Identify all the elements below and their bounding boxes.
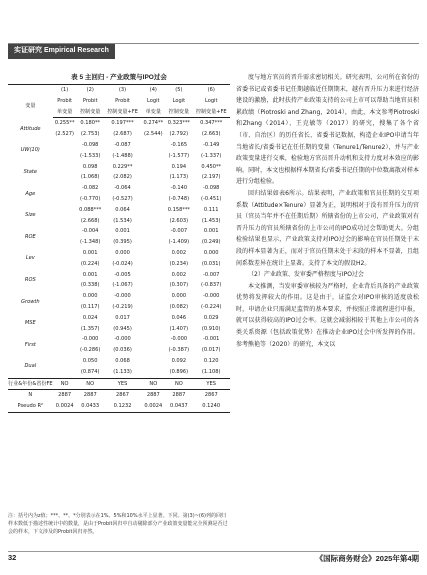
z-value-cell: (-0.837): [201, 282, 222, 289]
z-value-cell: (2.603): [169, 217, 189, 224]
z-value-cell: (-0.024): [112, 260, 133, 267]
journal-name: 《国际商务财会》2025年第4期: [315, 554, 419, 563]
coefficient-cell: 0.002: [171, 271, 187, 278]
coefficient-cell: 0.194: [171, 163, 187, 170]
z-value-cell: (2.792): [169, 131, 189, 138]
coefficient-cell: 0.002: [171, 249, 187, 256]
coefficient-cell: [141, 226, 165, 237]
variable-name: First: [24, 341, 36, 348]
model-name: Logit: [147, 97, 160, 104]
body-subheading: （2）产业政策、发审委严格程度与IPO过会: [248, 271, 364, 279]
z-value-cell: [141, 172, 165, 183]
coefficient-cell: [53, 334, 77, 345]
z-value-cell: (-0.224): [201, 303, 222, 310]
coefficient-cell: 0.000: [171, 293, 187, 300]
variable-name: State: [23, 168, 38, 175]
regression-table: [8, 84, 230, 413]
z-value-cell: (0.224): [80, 260, 100, 267]
coefficient-cell: 0.120: [203, 357, 219, 364]
n-label: N: [8, 390, 53, 401]
section-tag: 实证研究 Empirical Research: [8, 44, 115, 59]
z-value-cell: (2.753): [80, 131, 100, 138]
coefficient-cell: 0.092: [171, 357, 187, 364]
page-footer: [8, 553, 419, 569]
coefficient-cell: 0.088***: [79, 206, 102, 213]
body-paragraph: 本文推测，当发审委审核较为严格时，企业背后具备的产业政策优势将发挥较大的作用。这是由于，证监会对IPO审核的适度放松时，申请企业只需满足监管的基本要求，并按照正常流程进行申报，就可以获得较高的IPO过会率。这就会减弱相较于其他上市公司的各类关系资源（包括政策优势）在推动企业IPO过会中所发挥的作用。参考熊艳等（2020）的研究，本文以: [236, 282, 419, 348]
coefficient-cell: 0.050: [82, 357, 98, 364]
header-cell: [8, 85, 53, 96]
z-value-cell: [141, 345, 165, 356]
fe-value: NO: [53, 378, 77, 390]
coefficient-cell: 0.001: [203, 228, 219, 235]
variable-name: Dual: [24, 363, 37, 370]
table-row: [8, 162, 230, 173]
column-number: (3): [104, 85, 142, 96]
table-row: [8, 205, 230, 216]
coefficient-cell: 0.001: [82, 271, 98, 278]
coefficient-cell: -0.001: [203, 336, 220, 343]
z-value-cell: (-1.348): [80, 239, 101, 246]
model-name: Probit: [57, 97, 73, 104]
coefficient-cell: [53, 140, 77, 151]
column-number: (6): [192, 85, 230, 96]
z-value-cell: (2.527): [55, 131, 74, 138]
z-value-cell: (0.036): [113, 347, 132, 354]
coefficient-cell: -0.000: [170, 336, 188, 343]
variable-name: ROE: [24, 233, 36, 240]
table-row: [8, 226, 230, 237]
r2-value: 0.0437: [165, 401, 192, 412]
spec-label: 控制变量: [165, 107, 192, 118]
coefficient-cell: -0.064: [114, 185, 131, 192]
column-number: (5): [165, 85, 192, 96]
spec-label: 单变量: [53, 107, 77, 118]
z-value-cell: (-0.286): [80, 347, 101, 354]
variable-name: UW(10): [20, 147, 40, 154]
coefficient-cell: [141, 291, 165, 302]
z-value-cell: (0.395): [113, 239, 132, 246]
coefficient-cell: [141, 270, 165, 281]
variable-name: ROS: [24, 276, 36, 283]
coefficient-cell: [53, 248, 77, 259]
table-row: [8, 183, 230, 194]
coefficient-cell: -0.007: [203, 271, 220, 278]
spec-label: 控制变量+FE: [104, 107, 142, 118]
z-value-cell: [141, 324, 165, 335]
page-number: 32: [8, 553, 17, 562]
coefficient-cell: 0.098: [82, 163, 98, 170]
coefficient-cell: 0.229**: [112, 163, 133, 170]
body-paragraph: 度与地方官员的晋升需求密切相关。研究表明，公司所在省份的省委书记或省委书记任期越临近任期期末，越有晋升压力来进行经济建设的激励，此时扶持产业政策支持的公司上市可以帮助当地官员积累政绩（Piotroski and Zhang，2014），由此，本文参考Piotroski 和Zhang（2014）、王克敏等（2017）的研究，搜集了各个省（市、自治区）的历任省长、省委书记数据，构造企业IPO申请当年当地省长/省委书记在任任期的变量（Tenure1/Tenure2），并与产业政策变量进行交乘，检验地方官员晋升动机和支持力度对本效应的影响。同时，本文也根据样本期省长/省委书记任期的中位数离散对样本进行分组检验。: [236, 74, 419, 186]
coefficient-cell: -0.004: [82, 228, 99, 235]
model-name: Probit: [115, 97, 130, 104]
variable-name: Age: [25, 190, 36, 197]
z-value-cell: [53, 367, 77, 378]
coefficient-cell: [53, 313, 77, 324]
coefficient-cell: -0.000: [114, 293, 131, 300]
r2-value: 0.0024: [53, 401, 77, 412]
table-row: [8, 401, 230, 412]
table-note: 注：括号内为z值；***、**、*分别表示在1%、5%和10%水平上显著。下同。第(3)~(6)列的回归样本数低于描述性统计中的数量，是由于Probit回归中自动剔除部分产业政策变量能完全预测是否过会的样本，下文涉及的Probit回归亦然。: [8, 513, 228, 535]
n-value: 2867: [192, 390, 230, 401]
z-value-cell: [141, 302, 165, 313]
z-value-cell: [53, 345, 77, 356]
coefficient-cell: -0.000: [114, 336, 131, 343]
r2-label: Pseudo R²: [8, 401, 53, 412]
variable-name: MSE: [24, 320, 36, 327]
fe-value: NO: [141, 378, 165, 390]
table-row: [8, 140, 230, 151]
coefficient-cell: 0.001: [82, 249, 98, 256]
n-value: 2887: [141, 390, 165, 401]
r2-value: 0.1232: [104, 401, 142, 412]
z-value-cell: [53, 302, 77, 313]
n-value: 2887: [165, 390, 192, 401]
coefficient-cell: 0.024: [82, 314, 98, 321]
spec-label: 控制变量+FE: [192, 107, 230, 118]
coefficient-cell: [141, 205, 165, 216]
z-value-cell: (-1.337): [201, 152, 222, 159]
body-paragraph: 回归结果如表6所示。结果表明，产业政策和官员任期的交互项系数（Attitude×Tenure）显著为正，说明相对于没有晋升压力的官员（官员当年并不在任期后期）所辖省份的上市公司，产业政策对有晋升压力的官员所辖省份的上市公司的IPO成功过会帮助更大。分组检验结果也显示，产业政策支持对IPO过会的影响在官员任期处于末段的样本显著为正，而对于官员任期未处于末段的样本不显著，且组间系数差异在统计上显著。支持了本文的假设H2。: [236, 189, 419, 267]
coefficient-cell: [53, 183, 77, 194]
z-value-cell: (2.082): [113, 174, 132, 181]
n-value: 2887: [77, 390, 104, 401]
spec-label: 控制变量: [77, 107, 104, 118]
var-header: 变量: [25, 103, 36, 110]
z-value-cell: (1.453): [201, 217, 221, 224]
coefficient-cell: 0.068: [115, 357, 130, 364]
variable-name: Size: [25, 212, 36, 219]
z-value-cell: [53, 280, 77, 291]
fe-value: YES: [192, 378, 230, 390]
coefficient-cell: -0.000: [82, 336, 99, 343]
coefficient-cell: 0.255**: [54, 120, 75, 127]
z-value-cell: [53, 324, 77, 335]
table-title: 表 5 主回归 - 产业政策与IPO过会: [71, 74, 167, 81]
coefficient-cell: 0.001: [115, 228, 130, 235]
r2-value: 0.1240: [192, 401, 230, 412]
z-value-cell: (2.663): [201, 131, 221, 138]
z-value-cell: [141, 151, 165, 162]
z-value-cell: (-1.533): [80, 152, 101, 159]
z-value-cell: [141, 367, 165, 378]
z-value-cell: (1.534): [113, 217, 132, 224]
coefficient-cell: 0.274**: [143, 120, 164, 127]
coefficient-cell: 0.029: [203, 314, 219, 321]
z-value-cell: [53, 259, 77, 270]
z-value-cell: (1.357): [80, 325, 100, 332]
coefficient-cell: [53, 162, 77, 173]
coefficient-cell: 0.197***: [111, 120, 134, 127]
z-value-cell: (-0.451): [201, 195, 222, 202]
footer-rule: [8, 551, 419, 552]
model-name: Probit: [82, 97, 98, 104]
body-text-column: [236, 72, 419, 350]
z-value-cell: (0.338): [80, 282, 100, 289]
z-value-cell: (2.668): [80, 217, 100, 224]
column-number: (1): [53, 85, 77, 96]
z-value-cell: (1.173): [169, 174, 189, 181]
z-value-cell: (2.197): [201, 174, 221, 181]
z-value-cell: (-1.488): [112, 152, 133, 159]
z-value-cell: (-1.067): [112, 282, 133, 289]
z-value-cell: (0.896): [169, 368, 189, 375]
variable-name: Growth: [21, 298, 40, 305]
coefficient-cell: -0.140: [170, 185, 188, 192]
fe-label: 行业&年份&省份FE: [8, 378, 53, 390]
z-value-cell: (0.307): [169, 282, 189, 289]
z-value-cell: (-0.527): [112, 195, 133, 202]
z-value-cell: [141, 237, 165, 248]
coefficient-cell: 0.158***: [167, 206, 190, 213]
coefficient-cell: -0.098: [82, 141, 99, 148]
model-name: Logit: [204, 97, 218, 104]
coefficient-cell: 0.000: [82, 293, 98, 300]
coefficient-cell: 0.046: [171, 314, 187, 321]
z-value-cell: (-1.577): [168, 152, 190, 159]
coefficient-cell: 0.111: [203, 206, 219, 213]
z-value-cell: [141, 280, 165, 291]
r2-value: 0.0433: [77, 401, 104, 412]
coefficient-cell: 0.064: [115, 206, 130, 213]
coefficient-cell: 0.323***: [167, 120, 190, 127]
coefficient-cell: 0.017: [115, 314, 130, 321]
z-value-cell: (0.910): [201, 325, 221, 332]
coefficient-cell: -0.007: [170, 228, 188, 235]
coefficient-cell: 0.180**: [80, 120, 101, 127]
coefficient-cell: -0.000: [203, 293, 220, 300]
z-value-cell: [53, 216, 77, 227]
coefficient-cell: [53, 270, 77, 281]
fe-value: YES: [104, 378, 142, 390]
z-value-cell: (1.108): [201, 368, 221, 375]
fe-value: NO: [77, 378, 104, 390]
z-value-cell: (0.234): [169, 260, 189, 267]
z-value-cell: [141, 194, 165, 205]
regression-table-block: [8, 72, 230, 413]
coefficient-cell: [53, 205, 77, 216]
table-row: [8, 118, 230, 129]
coefficient-cell: 0.347***: [200, 120, 223, 127]
coefficient-cell: -0.165: [170, 141, 188, 148]
table-row: [8, 291, 230, 302]
z-value-cell: [53, 172, 77, 183]
coefficient-cell: -0.098: [203, 185, 220, 192]
coefficient-cell: [53, 226, 77, 237]
variable-name: Attitude: [20, 125, 41, 132]
r2-value: 0.0024: [141, 401, 165, 412]
coefficient-cell: [141, 140, 165, 151]
coefficient-cell: 0.000: [203, 249, 219, 256]
z-value-cell: (-1.409): [168, 239, 190, 246]
z-value-cell: (0.017): [201, 347, 221, 354]
coefficient-cell: 0.000: [115, 249, 130, 256]
z-value-cell: (-0.770): [80, 195, 101, 202]
n-value: 2867: [104, 390, 142, 401]
table-row: [8, 334, 230, 345]
coefficient-cell: [141, 248, 165, 259]
coefficient-cell: [141, 183, 165, 194]
variable-name: Lev: [25, 255, 35, 262]
z-value-cell: (0.031): [201, 260, 221, 267]
z-value-cell: (-0.748): [168, 195, 190, 202]
z-value-cell: (2.687): [113, 131, 132, 138]
coefficient-cell: -0.149: [203, 141, 220, 148]
z-value-cell: [53, 194, 77, 205]
z-value-cell: (0.945): [113, 325, 132, 332]
coefficient-cell: [141, 313, 165, 324]
n-value: 2887: [53, 390, 77, 401]
coefficient-cell: 0.450**: [201, 163, 222, 170]
coefficient-cell: [141, 356, 165, 367]
page-header: [0, 0, 427, 58]
table-header-row: [8, 96, 230, 107]
coefficient-cell: -0.005: [114, 271, 131, 278]
coefficient-cell: -0.082: [82, 185, 99, 192]
z-value-cell: [141, 216, 165, 227]
z-value-cell: (1.133): [113, 368, 132, 375]
coefficient-cell: -0.087: [114, 141, 131, 148]
z-value-cell: (0.082): [169, 303, 189, 310]
table-row: [8, 313, 230, 324]
column-number: (4): [141, 85, 165, 96]
coefficient-cell: [141, 162, 165, 173]
z-value-cell: (0.117): [80, 303, 100, 310]
table-header-row: [8, 85, 230, 96]
table-row: [8, 390, 230, 401]
z-value-cell: [53, 237, 77, 248]
table-row: [8, 356, 230, 367]
table-row: [8, 378, 230, 390]
z-value-cell: (2.544): [144, 131, 163, 138]
model-name: Logit: [172, 97, 186, 104]
table-row: [8, 248, 230, 259]
z-value-cell: [53, 151, 77, 162]
z-value-cell: [141, 259, 165, 270]
z-value-cell: (-0.219): [112, 303, 133, 310]
coefficient-cell: [141, 334, 165, 345]
fe-value: NO: [165, 378, 192, 390]
spec-label: 单变量: [141, 107, 165, 118]
z-value-cell: (-0.387): [168, 347, 190, 354]
z-value-cell: (1.068): [80, 174, 100, 181]
column-number: (2): [77, 85, 104, 96]
z-value-cell: (0.874): [80, 368, 100, 375]
z-value-cell: (1.407): [169, 325, 189, 332]
table-row: [8, 270, 230, 281]
coefficient-cell: [53, 291, 77, 302]
coefficient-cell: [53, 356, 77, 367]
z-value-cell: (0.249): [201, 239, 221, 246]
